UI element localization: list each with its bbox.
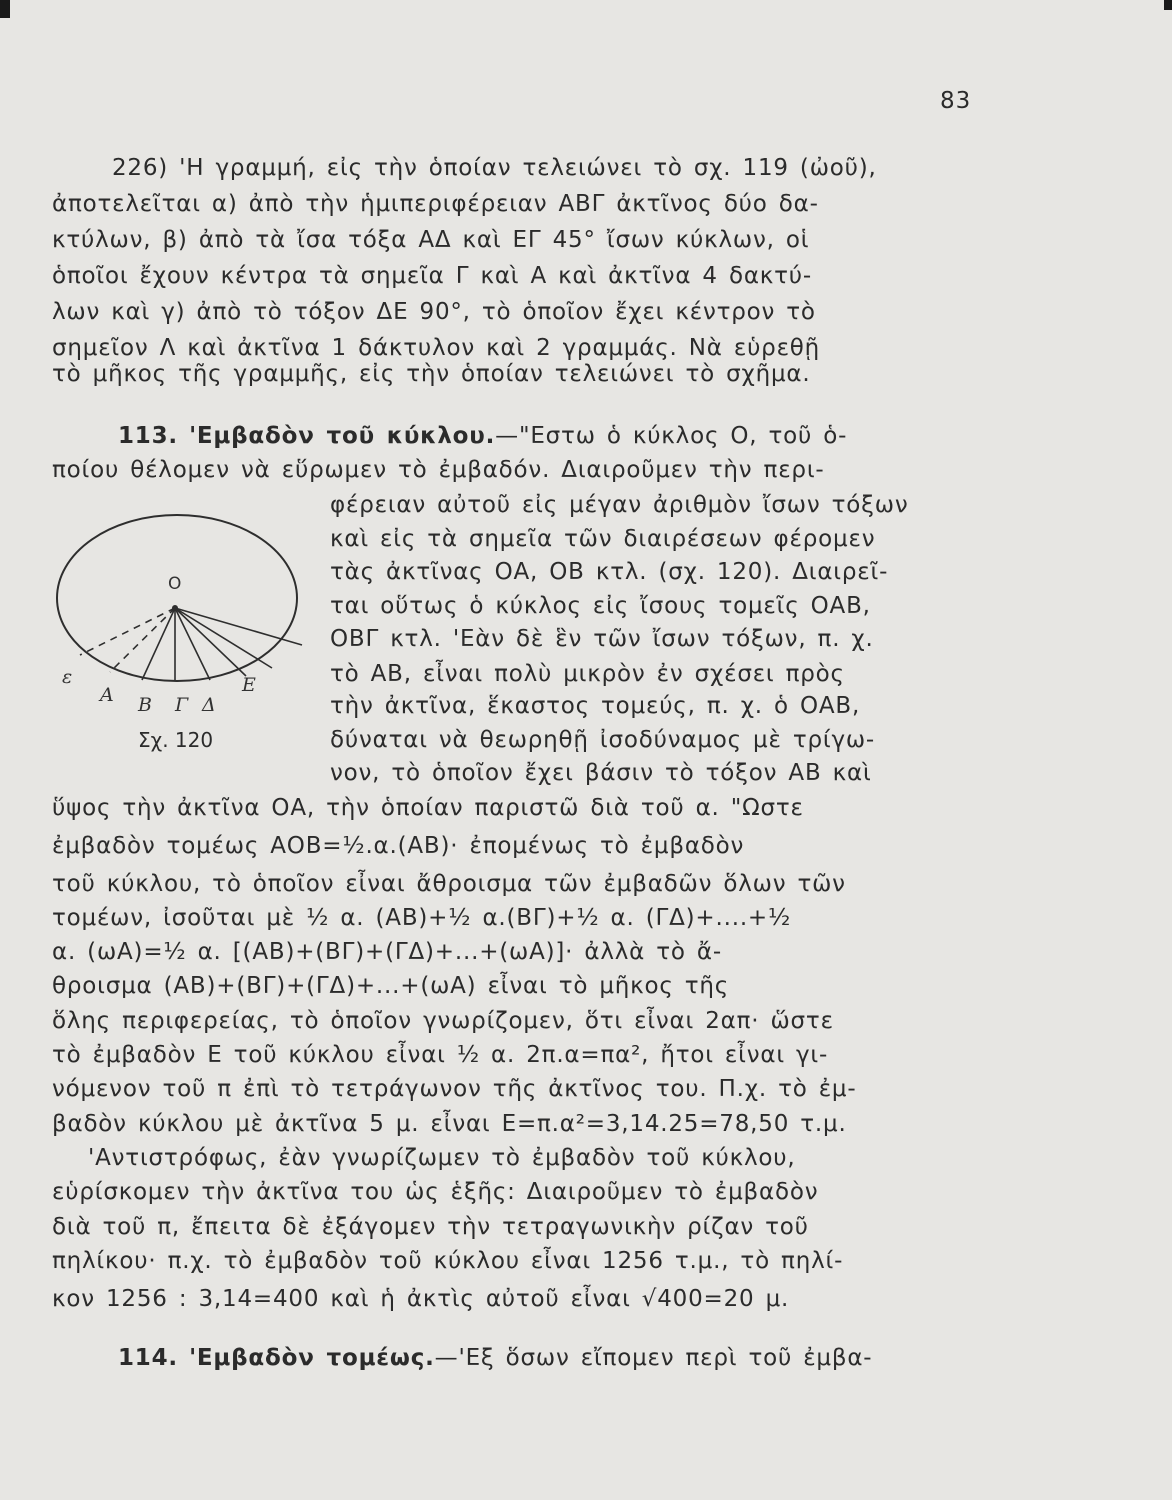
body-line: τομέων, ἰσοῦται μὲ ½ α. (ΑΒ)+½ α.(ΒΓ)+½ α. (ΓΔ)+....+½ (52, 905, 792, 931)
body-line: τοῦ κύκλου, τὸ ὁποῖον εἶναι ἄθροισμα τῶν ἐμβαδῶν ὅλων τῶν (52, 871, 846, 897)
body-line: τὴν ἀκτῖνα, ἕκαστος τομεύς, π. χ. ὁ ΟΑΒ, (330, 693, 861, 719)
body-line: βαδὸν κύκλου μὲ ἀκτῖνα 5 μ. εἶναι Ε=π.α²=3,14.25=78,50 τ.μ. (52, 1111, 847, 1137)
body-line: τὸ ΑΒ, εἶναι πολὺ μικρὸν ἐν σχέσει πρὸς (330, 661, 845, 687)
exercise-line: ἀποτελεῖται α) ἀπὸ τὴν ἡμιπεριφέρειαν ΑΒΓ ἀκτῖνος δύο δα- (52, 191, 819, 217)
body-line: ται οὕτως ὁ κύκλος εἰς ἴσους τομεῖς ΟΑΒ, (330, 593, 871, 619)
body-line: θροισμα (ΑΒ)+(ΒΓ)+(ΓΔ)+...+(ωΑ) εἶναι τὸ μῆκος τῆς (52, 973, 730, 999)
section-114-heading (118, 1340, 872, 1376)
body-line: φέρειαν αὐτοῦ εἰς μέγαν ἀριθμὸν ἴσων τόξων (330, 492, 909, 518)
body-line: εὑρίσκομεν τὴν ἀκτῖνα του ὡς ἑξῆς: Διαιροῦμεν τὸ ἐμβαδὸν (52, 1179, 819, 1205)
radius-line (142, 608, 175, 680)
exercise-line: λων καὶ γ) ἀπὸ τὸ τόξον ΔΕ 90°, τὸ ὁποῖον ἔχει κέντρον τὸ (52, 299, 816, 325)
point-label: ε (62, 666, 73, 688)
section-number: 113. (118, 423, 178, 449)
body-line: πηλίκου· π.χ. τὸ ἐμβαδὸν τοῦ κύκλου εἶναι 1256 τ.μ., τὸ πηλί- (52, 1248, 844, 1274)
body-line: τὰς ἀκτῖνας ΟΑ, ΟΒ κτλ. (σχ. 120). Διαιρεῖ- (330, 559, 889, 585)
point-label: Δ (202, 694, 216, 716)
body-line: καὶ εἰς τὰ σημεῖα τῶν διαιρέσεων φέρομεν (330, 526, 876, 552)
point-label: Β (138, 694, 152, 716)
scan-border (0, 0, 10, 18)
circle-outline (57, 515, 297, 681)
section-text: —"Εστω ὁ κύκλος Ο, τοῦ ὁ- (495, 423, 848, 449)
section-title: 'Εμβαδὸν τοῦ κύκλου. (189, 423, 496, 449)
radii (142, 608, 302, 681)
body-line: 'Αντιστρόφως, ἐὰν γνωρίζωμεν τὸ ἐμβαδὸν τοῦ κύκλου, (88, 1145, 796, 1171)
scan-border (1164, 0, 1172, 10)
body-line: νον, τὸ ὁποῖον ἔχει βάσιν τὸ τόξον ΑΒ καὶ (330, 760, 872, 786)
exercise-line: ὁποῖοι ἔχουν κέντρα τὰ σημεῖα Γ καὶ Α καὶ ἀκτῖνα 4 δακτύ- (52, 263, 812, 289)
section-text: —'Εξ ὅσων εἴπομεν περὶ τοῦ ἐμβα- (434, 1345, 873, 1371)
exercise-line: τὸ μῆκος τῆς γραμμῆς, εἰς τὴν ὁποίαν τελειώνει τὸ σχῆμα. (52, 361, 811, 387)
body-line: κον 1256 : 3,14=400 καὶ ἡ ἀκτὶς αὐτοῦ εἶναι √400=20 μ. (52, 1286, 790, 1312)
body-line: ὅλης περιφερείας, τὸ ὁποῖον γνωρίζομεν, ὅτι εἶναι 2απ· ὥστε (52, 1008, 834, 1034)
section-number: 114. (118, 1345, 178, 1371)
radius-line (110, 608, 175, 672)
section-title: 'Εμβαδὸν τομέως. (189, 1345, 435, 1371)
body-line: διὰ τοῦ π, ἔπειτα δὲ ἐξάγομεν τὴν τετραγωνικὴν ρίζαν τοῦ (52, 1214, 809, 1240)
body-line: ποίου θέλομεν νὰ εὕρωμεν τὸ ἐμβαδόν. Διαιροῦμεν τὴν περι- (52, 457, 825, 483)
exercise-line: σημεῖον Λ καὶ ἀκτῖνα 1 δάκτυλον καὶ 2 γραμμάς. Νὰ εὑρεθῇ (52, 335, 821, 361)
center-label: Ο (168, 574, 182, 594)
page-number: 83 (940, 88, 972, 114)
point-label: Ε (242, 674, 256, 696)
body-line: νόμενον τοῦ π ἐπὶ τὸ τετράγωνον τῆς ἀκτῖνος του. Π.χ. τὸ ἐμ- (52, 1076, 857, 1102)
point-label: Α (100, 684, 114, 706)
body-line: ὕψος τὴν ἀκτῖνα ΟΑ, τὴν ὁποίαν παριστῶ διὰ τοῦ α. "Ωστε (52, 795, 804, 821)
section-113-heading (118, 418, 847, 454)
figure-caption: Σχ. 120 (138, 728, 214, 752)
body-line: τὸ ἐμβαδὸν Ε τοῦ κύκλου εἶναι ½ α. 2π.α=πα², ἤτοι εἶναι γι- (52, 1042, 829, 1068)
circle-sector-figure (50, 505, 320, 730)
point-label: Γ (175, 694, 189, 716)
body-line: δύναται νὰ θεωρηθῇ ἰσοδύναμος μὲ τρίγω- (330, 727, 876, 753)
radius-line (80, 608, 175, 655)
body-line: ἐμβαδὸν τομέως ΑΟΒ=½.α.(ΑΒ)· ἐπομένως τὸ ἐμβαδὸν (52, 833, 745, 859)
body-line: ΟΒΓ κτλ. 'Εὰν δὲ ἓν τῶν ἴσων τόξων, π. χ. (330, 626, 874, 652)
exercise-line: κτύλων, β) ἀπὸ τὰ ἴσα τόξα ΑΔ καὶ ΕΓ 45° ἴσων κύκλων, οἱ (52, 227, 810, 253)
center-point (172, 605, 178, 611)
exercise-line: 226) 'Η γραμμή, εἰς τὴν ὁποίαν τελειώνει τὸ σχ. 119 (ὠοῦ), (112, 155, 877, 181)
body-line: α. (ωΑ)=½ α. [(ΑΒ)+(ΒΓ)+(ΓΔ)+...+(ωΑ)]· ἀλλὰ τὸ ἄ- (52, 939, 722, 965)
